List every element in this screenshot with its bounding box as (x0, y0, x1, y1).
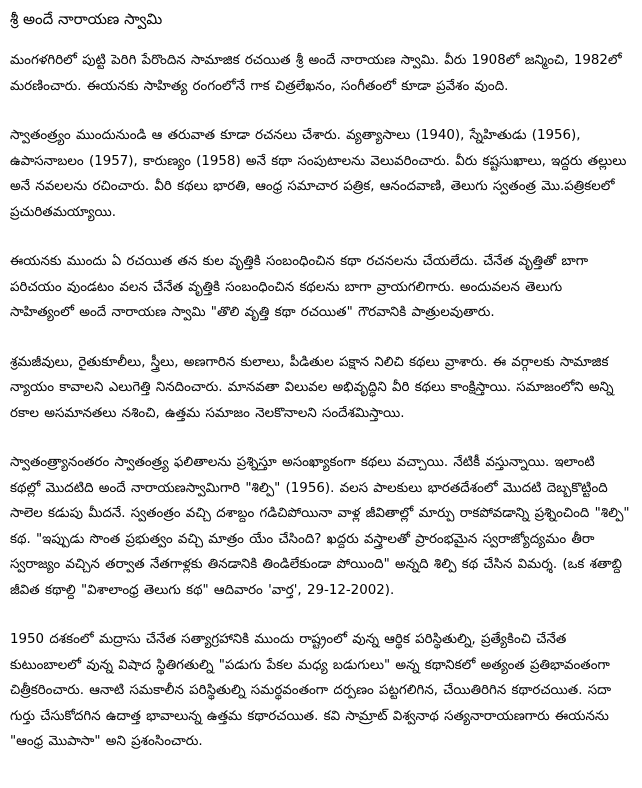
paragraph-first-occupational-writer: ఈయనకు ముందు ఏ రచయిత తన కుల వృత్తికి సంబంధించిన కథా రచనలను చేయలేదు. చేనేత వృత్తితో బాగా పరిచయం వుండటం వలన చేనేత వృత్తికి సంబంధించిన కథలను బాగా వ్రాయగలిగారు. అందువలన తెలుగు సాహిత్యంలో అందే నారాయణ స్వామి "తొలి వృత్తి కథా రచయిత" గౌరవానికి పాత్రులవుతారు. (10, 254, 589, 320)
paragraph-shilpi-story: స్వాతంత్ర్యానంతరం స్వాతంత్ర్య ఫలితాలను ప్రశ్నిస్తూ అసంఖ్యాకంగా కథలు వచ్చాయి. నేటికీ వస్తున్నాయి. ఇలాంటి కథల్లో మొదటిది అందే నారాయణస్వామిగారి "శిల్పి" (1956). వలస పాలకులు భారతదేశంలో మొదటి దెబ్బకొట్టింది సాలెల కడుపు మీదనే. స్వతంత్రం వచ్చి దశాబ్దం గడిచిపోయినా వాళ్ల జీవితాల్లో మార్పు రాకపోవడాన్ని ప్రశ్నించింది "శిల్పి" కథ. "ఇప్పుడు సొంత ప్రభుత్వం వచ్చి మాత్రం యేం చేసింది? ఖద్దరు వస్త్రాలతో ప్రారంభమైన స్వరాజ్యోద్యమం తీరా స్వరాజ్యం వచ్చిన తర్వాత నేతగాళ్లకు తినడానికి తిండిలేకుండా పోయింది" అన్నది శిల్పి కథ చేసిన విమర్శ. (ఒక శతాబ్ది జీవిత కథాల్ది "విశాలాంధ్ర తెలుగు కథ" ఆదివారం 'వార్త', 29-12-2002). (10, 455, 630, 598)
paragraph-legacy: 1950 దశకంలో మద్రాసు చేనేత సత్యాగ్రహానికి ముందు రాష్ట్రంలో వున్న ఆర్థిక పరిస్థితుల్ని, ప్రత్యేకించి చేనేత కుటుంబాలలో వున్న విషాద స్థితిగతుల్ని "పడుగు పేకల మధ్య బడుగులు" అన్న కథానికలో అత్యంత ప్రతిభావంతంగా చిత్రీకరించారు. ఆనాటి సమకాలీన పరిస్థితుల్ని సమర్థవంతంగా దర్పణం పట్టగలిగిన, చేయితిరిగిన కథారచయిత. సదా గుర్తు చేసుకోదగిన ఉదాత్త భావాలున్న ఉత్తమ కథారచయిత. కవి సామ్రాట్ విశ్వనాథ సత్యనారాయణగారు ఈయనను "ఆంధ్ర మొపాసా" అని ప్రశంసించారు. (10, 632, 612, 749)
paragraph-biography: మంగళగిరిలో పుట్టి పెరిగి పేరొందిన సామాజిక రచయిత శ్రీ అందే నారాయణ స్వామి. వీరు 1908లో జన్మించి, 1982లో మరణించారు. ఈయనకు సాహిత్య రంగంలోనే గాక చిత్రలేఖనం, సంగీతంలో కూడా ప్రవేశం వుంది. (10, 53, 622, 94)
paragraph-works: స్వాతంత్ర్యం ముందునుండి ఆ తరువాత కూడా రచనలు చేశారు. వ్యత్యాసాలు (1940), స్నేహితుడు (1956), ఉపాసనాబలం (1957), కారుణ్యం (1958) అనే కథా సంపుటాలను వెలువరించారు. వీరు కష్టసుఖాలు, ఇద్దరు తల్లులు అనే నవలలను రచించారు. వీరి కథలు భారతి, ఆంధ్ర సమాచార పత్రిక, ఆనందవాణి, తెలుగు స్వతంత్ర మొ.పత్రికలలో ప్రచురితమయ్యాయి. (10, 128, 627, 220)
paragraph-social-themes: శ్రమజీవులు, రైతుకూలీలు, స్త్రీలు, అణగారిన కులాలు, పీడితుల పక్షాన నిలిచి కథలు వ్రాశారు. ఈ వర్గాలకు సామాజిక న్యాయం కావాలని ఎలుగెత్తి నినదించారు. మానవతా విలువల అభివృద్ధిని వీరి కథలు కాంక్షిస్తాయి. సమాజంలోని అన్ని రకాల అసమానతలు నశించి, ఉత్తమ సమాజం నెలకొనాలని సందేశమిస్తాయి. (10, 354, 614, 421)
article-title: శ్రీ అందే నారాయణ స్వామి (10, 10, 163, 28)
